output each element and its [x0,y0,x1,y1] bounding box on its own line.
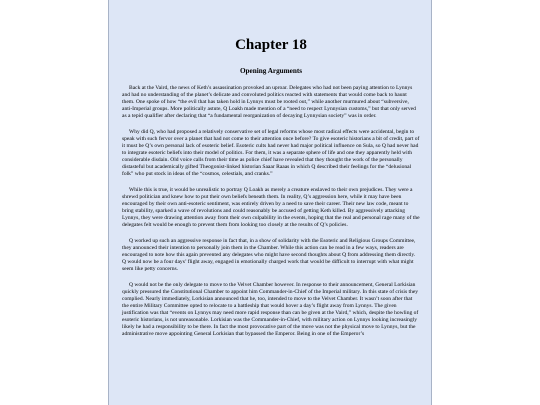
body-paragraph: While this is true, it would be unrealistic to portray Q Loakh as merely a creature enslaved to their own prejudices. They were a shrewd politician and knew how to put their own beliefs beneath them. In reality, Q’s aggression here, while it may have been encouraged by their own anti-esoteric sentiment, was entirely driven by a need to save their career. Their new law code, meant to bring stability, sparked a wave of revolutions and could reasonably be accused of getting Keth killed. By aggressively attacking Lynnys, they were drawing attention away from their own culpability in the events, hoping that the real and personal rage many of the delegates felt would be enough to prevent them from looking too closely at the results of Q’s policies. [122,186,420,229]
body-paragraph: Q would not be the only delegate to move to the Velvet Chamber however. In response to their announcement, General Lorkisian quickly pressured the Constitutional Chamber to appoint him Commander-in-Chief of the Imperial military. In this state of crisis they complied. Nearly immediately, Lorkisian announced that he, too, intended to move to the Velvet Chamber. It wasn’t soon after that the entire Military Committee opted to relocate to a battleship that would hover a day’s flight away from Lynnys. The given justification was that “events on Lynnys may need more rapid response than can be given at the Vaird,” which, despite the howling of esoteric historians, is not unreasonable. Lorkisian was the Commander-in-Chief, with military action on Lynnys looking increasingly likely he had a responsibility to be there. In fact the most provocative part of the move was not the physical move to Lynnys, but the administrative move appointing General Lorkisian that bypassed the Emperor. Being in one of the Emperor’s [122,281,419,338]
body-paragraph: Q worked up such an aggressive response in fact that, in a show of solidarity with the Esoteric and Religious Groups Committee, they announced their intention to personally join them in the Chamber. While this action can be read in a few ways, readers are encouraged to note how this again prevented any delegates who might have second thoughts about Q from addressing them directly. Q would now be a four days’ flight away, engaged in emotionally charged work that would be difficult to interrupt with what might seem like petty concerns. [122,237,416,273]
body-paragraph: Back at the Vaird, the news of Keth’s assassination provoked an uproar. Delegates who had not been paying attention to Lynnys and had no understanding of the planet’s delicate and convoluted politics reacted with statements that would come back to haunt them. One spoke of how “the evil that has taken hold in Lynnys must be rooted out,” while another murmured about “subversive, anti-Imperial groups. More politically astute, Q Loakh made mention of a “need to respect Lynnysian customs,” but that only served as a tepid qualifier after declaring that “a fundamental reorganization of decaying Lynnysian society” was in order. [122,85,416,120]
page-content [122,36,420,347]
chapter-subtitle: Opening Arguments [239,67,303,75]
chapter-title: Chapter 18 [235,37,307,53]
document-page [108,0,432,405]
body-paragraph: Why did Q, who had proposed a relatively conservative set of legal reforms whose most radical effects were accidental, begin to speak with such fervor over a planet that had not come to their attention once before? To give esoteric historians a bit of credit, part of it must be Q’s own personal lack of esoteric belief. Esoteric cults had never had major political influence on Sula, so Q had never had to integrate esoteric beliefs into their model of politics. For them, it was a separate sphere of life and one they apparently held with considerable disdain. Old voice calls from their time as police chief have revealed that they thought the work of the personally distasteful but academically gifted Theogonist-linked historian Saaar Raaas in which Q described their feelings for the “delusional folk” who put stock in ideas of the “cosmos, celestials, and cranks.” [122,128,420,178]
